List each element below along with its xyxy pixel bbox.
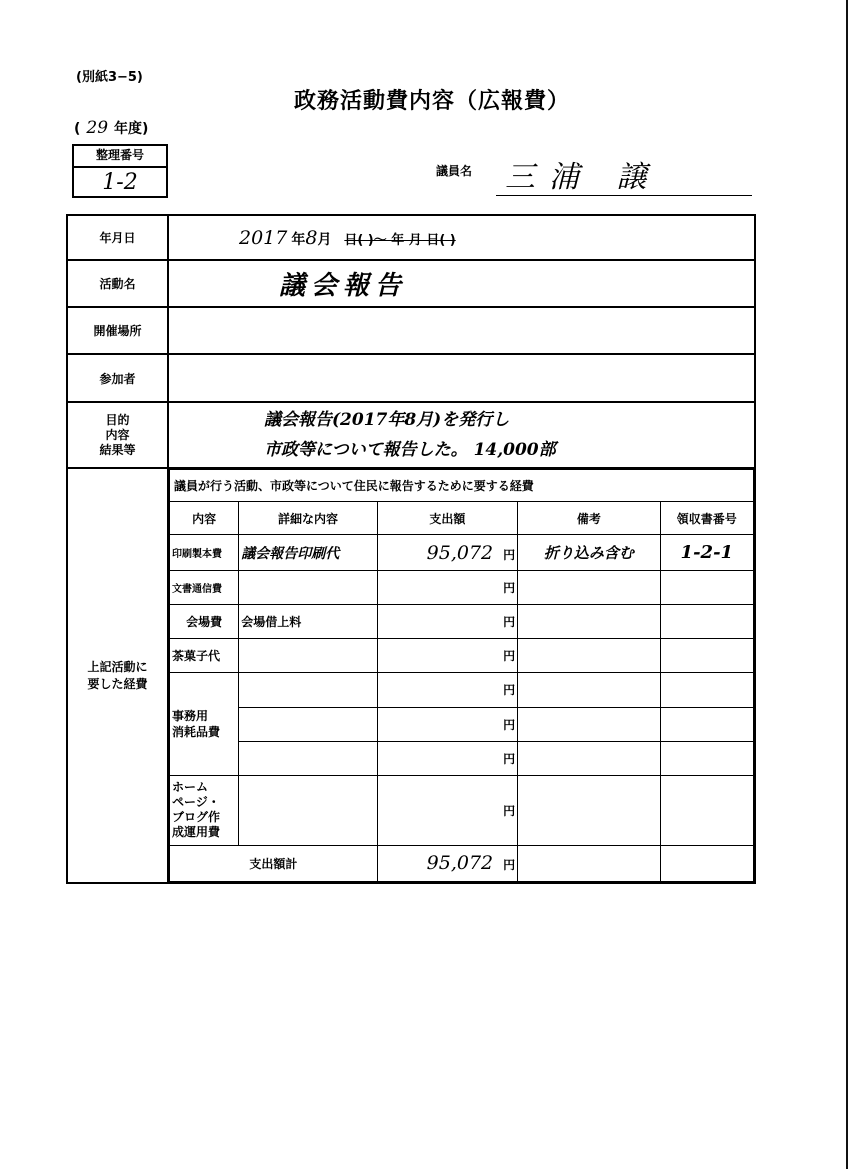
venue-fee-detail: 会場借上料 (239, 605, 377, 639)
participants-row (67, 354, 755, 402)
expenses-side-label-line-1: 上記活動に (87, 659, 148, 674)
supplies-detail-3 (239, 741, 377, 775)
refreshment-label: 茶菓子代 (170, 639, 239, 673)
venue-fee-label: 会場費 (170, 605, 239, 639)
total-amount-cell (377, 845, 517, 881)
venue-label: 開催場所 (67, 307, 168, 354)
purpose-line-1: 議会報告(2017年8月)を発行し (264, 410, 510, 430)
date-year-handwritten: 2017 (239, 226, 288, 249)
refreshment-receipt (660, 639, 753, 673)
expenses-side-label-line-2: 要した経費 (87, 676, 148, 691)
expenses-header-row (170, 502, 754, 535)
activity-form-table (66, 214, 756, 884)
web-label (170, 775, 239, 845)
supplies-note-1 (518, 673, 660, 707)
supplies-receipt-3 (660, 741, 753, 775)
web-label-line-4: 成運用費 (172, 825, 221, 840)
expenses-description: 議員が行う活動、市政等について住民に報告するために要する経費 (170, 470, 754, 502)
supplies-detail-1 (239, 673, 377, 707)
web-label-line-1: ホーム (172, 780, 209, 795)
total-amount: 95,072 (426, 852, 494, 875)
purpose-value (168, 402, 755, 468)
reference-number-box (72, 144, 168, 198)
expenses-cell (168, 468, 755, 883)
date-year-unit: 年 (291, 231, 306, 248)
expense-row-supplies-3 (170, 741, 754, 775)
date-row (67, 215, 755, 260)
purpose-line-2: 市政等について報告した。 14,000部 (264, 440, 556, 460)
supplies-detail-2 (239, 707, 377, 741)
participants-value (168, 354, 755, 402)
supplies-label (170, 673, 239, 775)
expense-row-postage (170, 571, 754, 605)
date-label: 年月日 (67, 215, 168, 260)
supplies-receipt-2 (660, 707, 753, 741)
purpose-label-line-1: 目的 (105, 412, 130, 427)
refreshment-note (518, 639, 660, 673)
supplies-label-line-1: 事務用 (172, 709, 209, 724)
purpose-label (67, 402, 168, 468)
printing-note: 折り込み含む (518, 535, 660, 571)
supplies-label-line-2: 消耗品費 (172, 725, 221, 740)
printing-detail: 議会報告印刷代 (239, 535, 377, 571)
activity-label: 活動名 (67, 260, 168, 307)
header-amount: 支出額 (377, 502, 517, 535)
supplies-amount-3: 円 (377, 741, 517, 775)
total-note (518, 845, 660, 881)
reference-number-value: 1-2 (102, 170, 138, 195)
expense-total-row (170, 845, 754, 881)
expense-row-refreshment (170, 639, 754, 673)
header-receipt: 領収書番号 (660, 502, 753, 535)
expenses-side-label (67, 468, 168, 883)
member-underline (496, 195, 752, 196)
yen-unit: 円 (503, 547, 516, 562)
venue-row (67, 307, 755, 354)
fiscal-year (74, 118, 148, 138)
date-month-handwritten: 8 (305, 226, 318, 249)
venue-value (168, 307, 755, 354)
printing-label: 印刷製本費 (170, 535, 239, 571)
date-range-struck: 日( )〜 年 月 日( ) (344, 232, 456, 248)
supplies-receipt-1 (660, 673, 753, 707)
postage-detail (239, 571, 377, 605)
printing-receipt: 1-2-1 (660, 535, 753, 571)
postage-receipt (660, 571, 753, 605)
scan-edge (846, 0, 848, 1169)
year-open: ( (74, 121, 81, 137)
web-label-line-3: ブログ作 (172, 810, 221, 825)
web-label-line-2: ページ・ (172, 795, 220, 810)
page-title: 政務活動費内容（広報費） (293, 89, 570, 114)
year-value: 29 (86, 118, 109, 138)
refreshment-detail (239, 639, 377, 673)
supplies-note-3 (518, 741, 660, 775)
header-content: 内容 (170, 502, 239, 535)
venue-fee-receipt (660, 605, 753, 639)
printing-amount-cell (377, 535, 517, 571)
total-label: 支出額計 (170, 845, 378, 881)
purpose-label-line-2: 内容 (105, 427, 130, 442)
expense-row-supplies-2 (170, 707, 754, 741)
supplies-amount-2: 円 (377, 707, 517, 741)
purpose-row (67, 402, 755, 468)
header-detail: 詳細な内容 (239, 502, 377, 535)
supplies-amount-1: 円 (377, 673, 517, 707)
date-month-unit: 月 (317, 231, 332, 248)
date-value (168, 215, 755, 260)
supplies-note-2 (518, 707, 660, 741)
web-detail (239, 775, 377, 845)
activity-row (67, 260, 755, 307)
total-receipt (660, 845, 753, 881)
postage-amount: 円 (377, 571, 517, 605)
member-name: 三浦 譲 (505, 160, 661, 195)
expense-row-web (170, 775, 754, 845)
participants-label: 参加者 (67, 354, 168, 402)
expense-row-supplies-1 (170, 673, 754, 707)
member-label: 議員名 (436, 164, 473, 178)
expenses-row (67, 468, 755, 883)
postage-note (518, 571, 660, 605)
web-receipt (660, 775, 753, 845)
venue-fee-note (518, 605, 660, 639)
postage-label: 文書通信費 (170, 571, 239, 605)
activity-value: 議会報告 (168, 260, 755, 307)
expense-row-venue-fee (170, 605, 754, 639)
expenses-table (169, 469, 754, 882)
year-suffix: 年度) (114, 121, 149, 137)
reference-number-label: 整理番号 (74, 146, 166, 168)
purpose-label-line-3: 結果等 (99, 442, 136, 457)
refreshment-amount: 円 (377, 639, 517, 673)
web-note (518, 775, 660, 845)
expense-row-printing (170, 535, 754, 571)
form-code: (別紙3−5) (76, 70, 143, 85)
venue-fee-amount: 円 (377, 605, 517, 639)
web-amount: 円 (377, 775, 517, 845)
printing-amount: 95,072 (426, 541, 494, 564)
header-note: 備考 (518, 502, 660, 535)
total-yen-unit: 円 (503, 858, 516, 873)
